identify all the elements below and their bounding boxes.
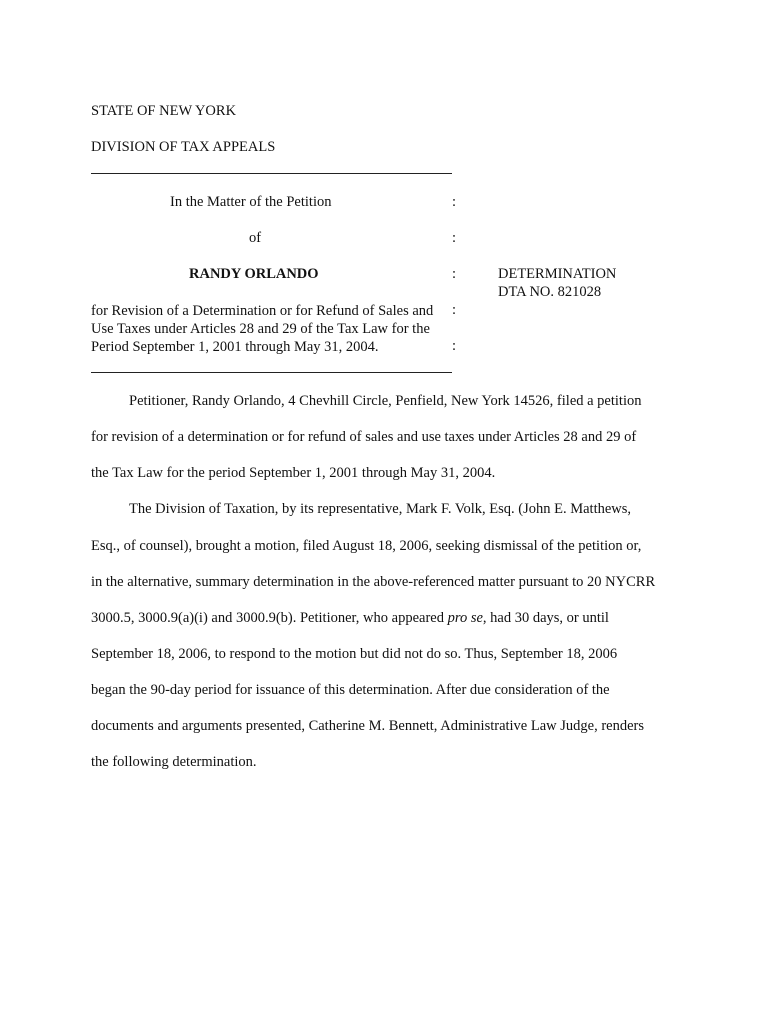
caption-bottom-rule (91, 372, 452, 373)
purpose-line: Use Taxes under Articles 28 and 29 of the Tax Law for the (91, 321, 430, 337)
division-heading: DIVISION OF TAX APPEALS (91, 139, 276, 155)
paragraph-line: September 18, 2006, to respond to the motion but did not do so. Thus, September 18, 2006 (91, 646, 618, 662)
petition-purpose (91, 302, 451, 356)
caption-colon: : (452, 302, 457, 318)
of-line: of (249, 230, 262, 246)
matter-line: In the Matter of the Petition (170, 194, 332, 210)
paragraph-line (91, 610, 609, 627)
caption-top-rule (91, 173, 452, 174)
paragraph-line: the following determination. (91, 754, 257, 770)
caption-colon: : (452, 338, 457, 354)
purpose-line: for Revision of a Determination or for Refund of Sales and (91, 303, 434, 319)
paragraph-line: Esq., of counsel), brought a motion, filed August 18, 2006, seeking dismissal of the petition or, (91, 538, 642, 554)
paragraph-line: Petitioner, Randy Orlando, 4 Chevhill Circle, Penfield, New York 14526, filed a petition (129, 393, 642, 409)
caption-colon: : (452, 230, 457, 246)
document-type: DETERMINATION (498, 266, 617, 282)
caption-colon: : (452, 266, 457, 282)
paragraph-line: the Tax Law for the period September 1, 2001 through May 31, 2004. (91, 465, 496, 481)
paragraph-line: for revision of a determination or for refund of sales and use taxes under Articles 28 and 29 of (91, 429, 637, 445)
paragraph-line: in the alternative, summary determination in the above-referenced matter pursuant to 20 NYCRR (91, 574, 656, 590)
paragraph-text: , had 30 days, or until (482, 610, 609, 626)
dta-number: DTA NO. 821028 (498, 284, 602, 300)
state-heading: STATE OF NEW YORK (91, 103, 237, 119)
paragraph-line: began the 90-day period for issuance of this determination. After due consideration of the (91, 682, 610, 698)
caption-colon: : (452, 194, 457, 210)
purpose-line: Period September 1, 2001 through May 31, 2004. (91, 339, 379, 355)
paragraph-line: The Division of Taxation, by its representative, Mark F. Volk, Esq. (John E. Matthews, (129, 501, 632, 517)
petitioner-name: RANDY ORLANDO (189, 266, 319, 282)
paragraph-line: documents and arguments presented, Catherine M. Bennett, Administrative Law Judge, renders (91, 718, 645, 734)
pro-se-italic: pro se (447, 610, 483, 626)
paragraph-text: 3000.5, 3000.9(a)(i) and 3000.9(b). Petitioner, who appeared (91, 610, 448, 626)
